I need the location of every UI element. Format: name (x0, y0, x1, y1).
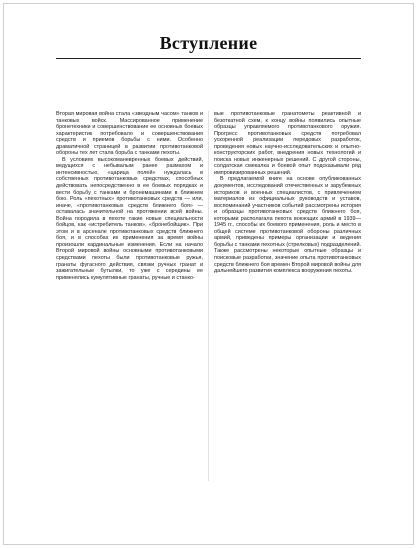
right-paragraph-1: вые противотанковые гранатометы реактивной и безоткатной схем, к концу войны появились опытные образцы управляемого противотанкового оружия. Прогресс противотанковых средств потребовал ускоренной реализации передовых разработок, проведения новых научно-исследовательских и опытно-конструкторских работ, внедрения новых технологий и поиска новых инженерных решений. С другой стороны, солдатская смекалка и боевой опыт подсказывали ряд импровизированных решений. (214, 111, 361, 176)
left-paragraph-2: В условиях высокоманевренных боевых действий, ведущихся с небывалым ранее размахом и интенсивностью, «царица полей» нуждалась в собственных противотанковых средствах, способных действовать непосредственно в ее боевых порядках и вести борьбу с танками и бронемашинами в ближнем бою. Роль «пехотных» противотанковых средств — или, иначе, «противотанковых средств ближнего боя» — оставалась значительной на протяжении всей войны. Война породила в пехоте такие новые специальности бойцов, как «истребитель танков», «бронебойщик». При этом и в арсенале противотанковых средств ближнего боя, и в способах их применения за время войны произошли кардинальные изменения. Если на начало Второй мировой войны основными противотанковыми средствами пехоты были противотанковые ружья, гранаты фугасного действия, связки ручных гранат и зажигательные бутылки, то уже с середины ее применялись кумулятивные гранаты, ручные и станко- (56, 156, 203, 281)
right-paragraph-2: В предлагаемой книге на основе опубликованных документов, исследований отечественных и зарубежных историков и военных специалистов, с привлечением материалов из официальных руководств и уставов, воспоминаний участников событий рассмотрены история и образцы противотанковых средств ближнего боя, которыми располагала пехота воюющих армий в 1939—1945 гг., способы их боевого применения, роль и место в общей системе противотанковой обороны различных армий, приведены примеры организации и ведения борьбы с танками пехотных (стрелковых) подразделений. Также рассмотрены некоторые опытные образцы и поисковые разработки, значение опыта противотанковых средств ближнего боя времен Второй мировой войны для дальнейшего развития комплекса вооружения пехоты. (214, 176, 361, 275)
left-column (56, 111, 203, 481)
right-column (214, 111, 361, 481)
page-title: Вступление (159, 33, 258, 53)
title-rule (56, 58, 361, 59)
column-divider (208, 111, 209, 481)
text-columns (56, 111, 361, 481)
left-paragraph-1: Вторая мировая война стала «звездным часом» танков и танковых войск. Массированное применение бронетехники и совершенствование ее основных боевых характеристик потребовало и совершенствования средств и приемов борьбы с ними. Особенно драматичной страницей в развитии противотанковой обороны тех лет стала борьба с танками пехоты. (56, 111, 203, 157)
